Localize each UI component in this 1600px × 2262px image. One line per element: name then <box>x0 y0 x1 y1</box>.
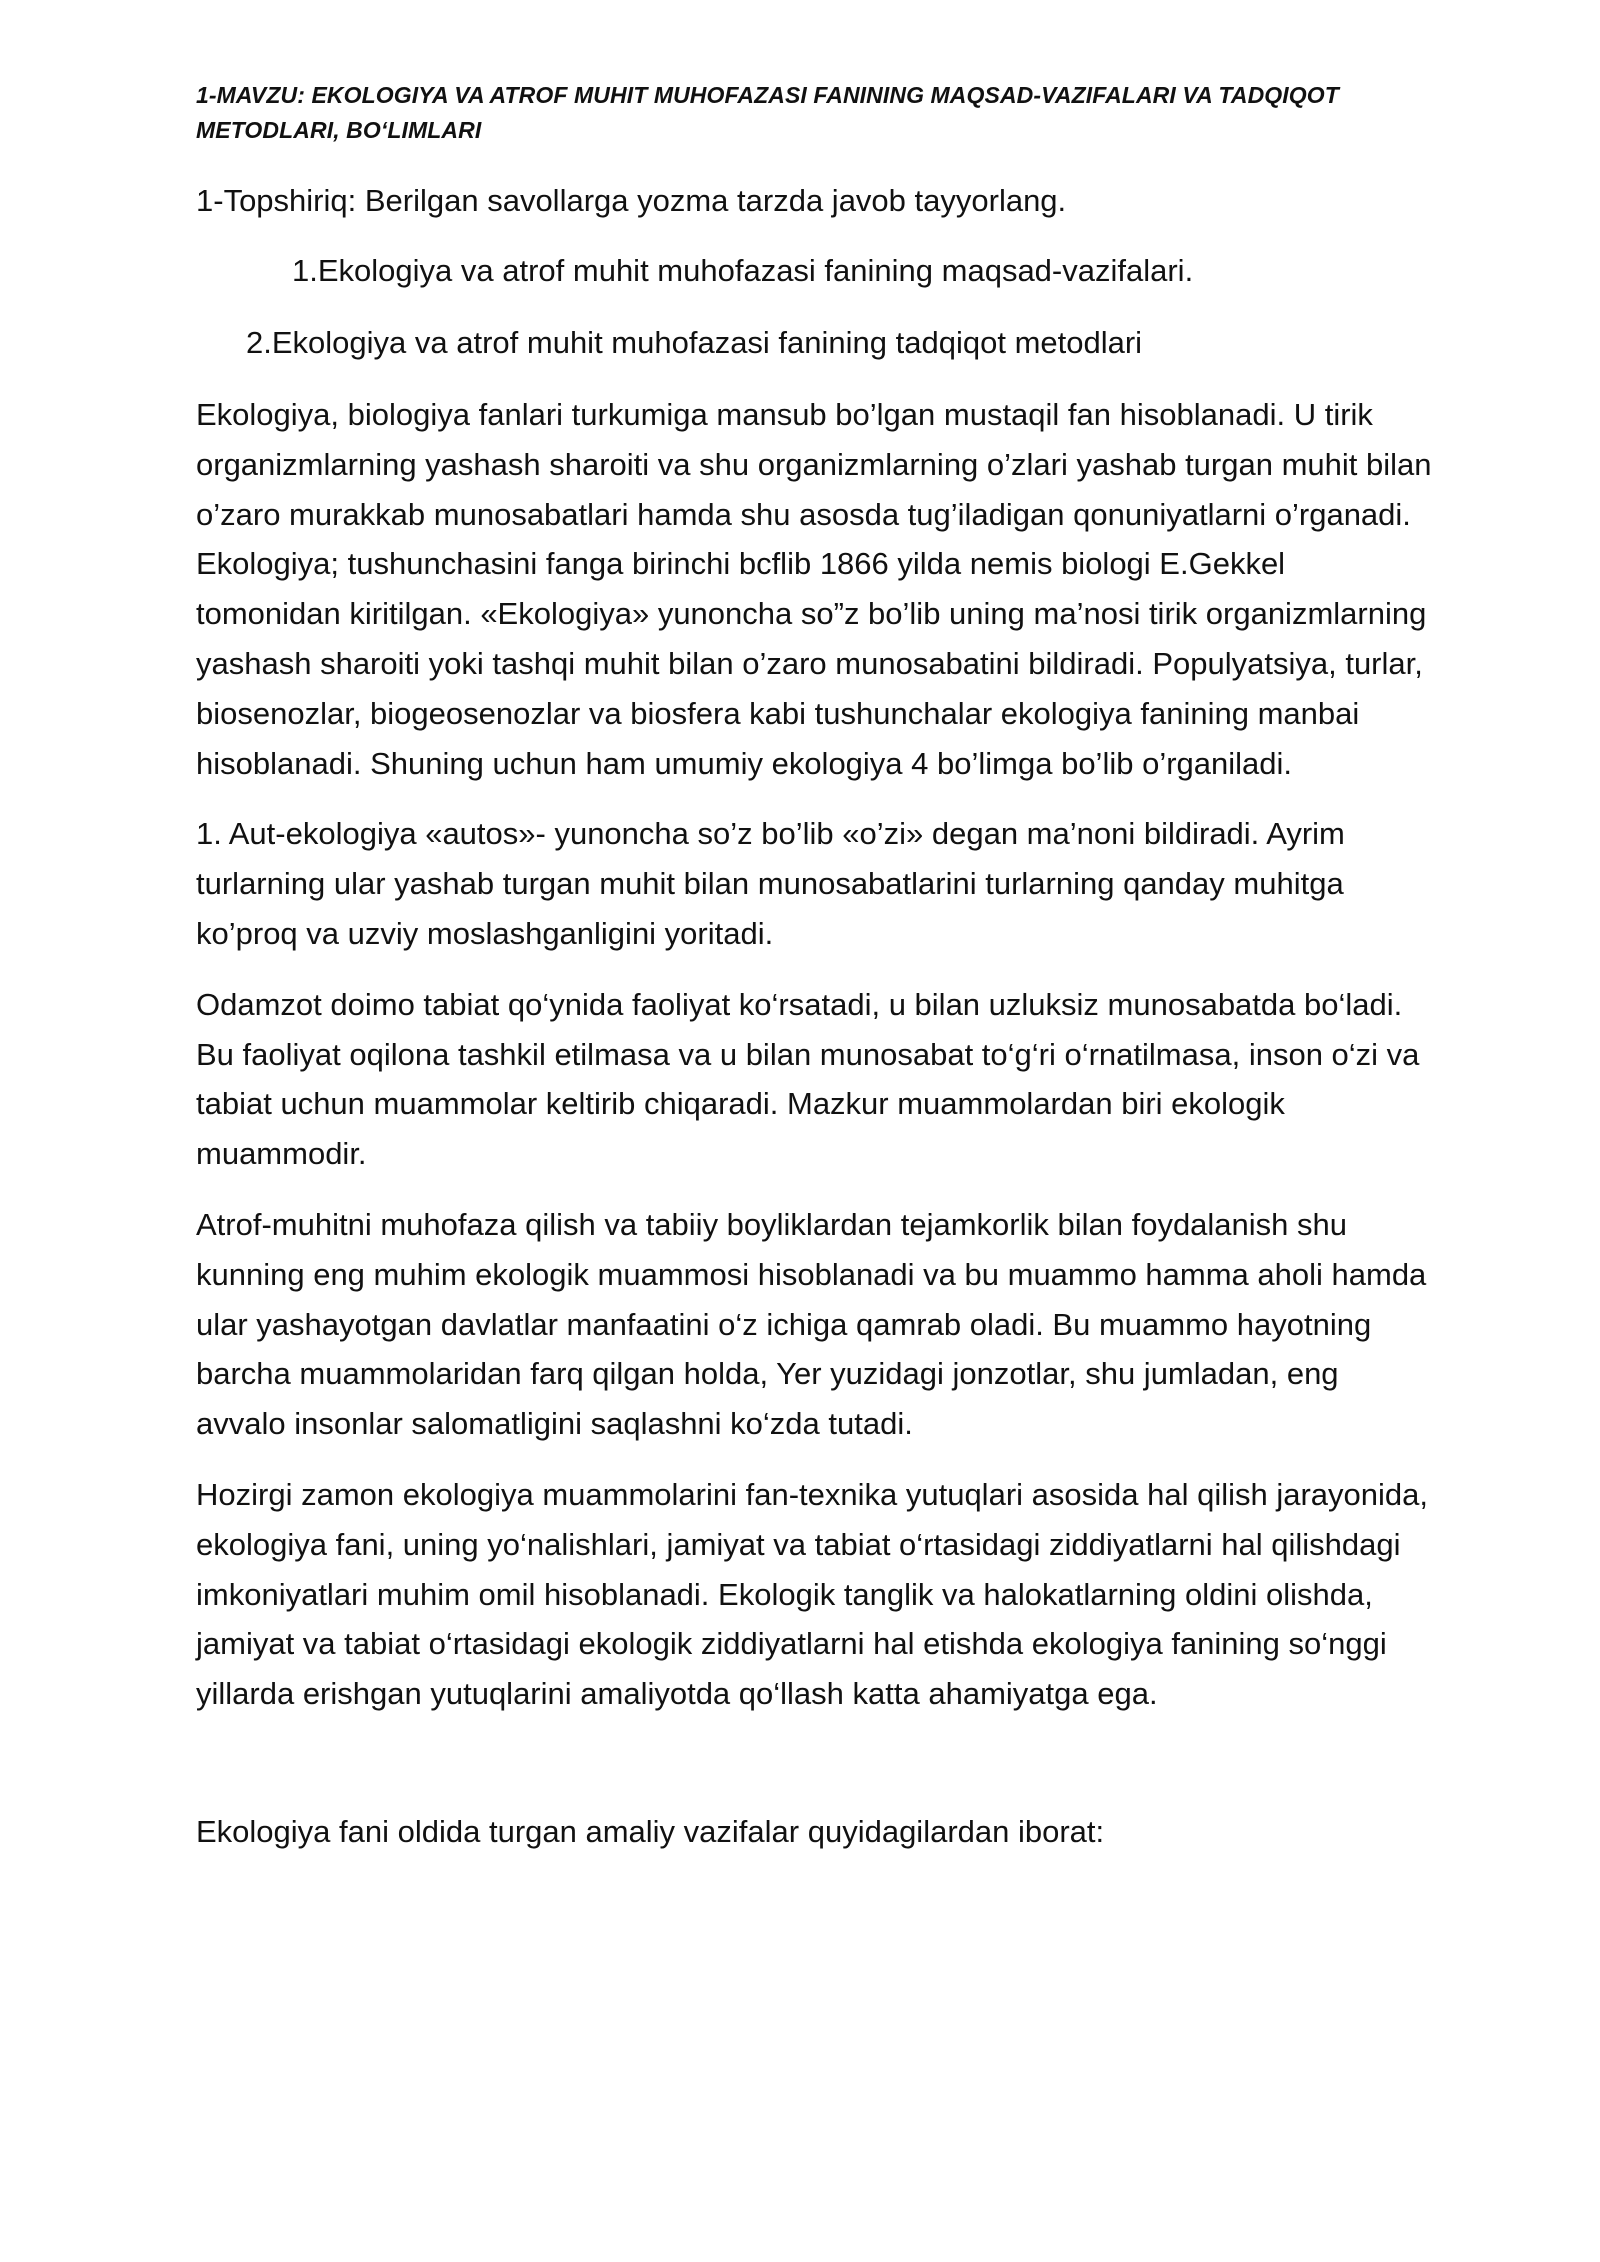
practical-tasks-heading: Ekologiya fani oldida turgan amaliy vazifalar quyidagilardan iborat: <box>196 1813 1105 1849</box>
paragraph-autecology: 1. Aut-ekologiya «autos»- yunoncha so’z bo’lib «o’zi» degan ma’noni bildiradi. Ayrim turlarning ular yashab turgan muhit bilan munosabatlarini turlarning qanday muhitga ko’proq va uzviy moslashganligini yoritadi. <box>196 816 1345 951</box>
task-instruction: 1-Topshiriq: Berilgan savollarga yozma tarzda javob tayyorlang. <box>196 183 1067 218</box>
question-2: 2.Ekologiya va atrof muhit muhofazasi fanining tadqiqot metodlari <box>246 325 1143 360</box>
paragraph-modern-ecology: Hozirgi zamon ekologiya muammolarini fan-texnika yutuqlari asosida hal qilish jarayonida, ekologiya fani, uning yo‘nalishlari, jamiyat va tabiat o‘rtasidagi ziddiyatlarni hal qilishdagi imkoniyatlari muhim omil hisoblanadi. Ekologik tanglik va halokatlarning oldini olishda, jamiyat va tabiat o‘rtasidagi ekologik ziddiyatlarni hal etishda ekologiya fanining so‘nggi yillarda erishgan yutuqlarini amaliyotda qo‘llash katta ahamiyatga ega. <box>196 1476 1428 1712</box>
document-page <box>196 78 1436 1857</box>
question-1: 1.Ekologiya va atrof muhit muhofazasi fanining maqsad-vazifalari. <box>292 253 1194 288</box>
document-title: 1-MAVZU: EKOLOGIYA VA ATROF MUHIT MUHOFAZASI FANINING MAQSAD-VAZIFALARI VA TADQIQOT METODLARI, BO‘LIMLARI <box>196 82 1339 143</box>
paragraph-human-nature: Odamzot doimo tabiat qo‘ynida faoliyat ko‘rsatadi, u bilan uzluksiz munosabatda bo‘ladi. Bu faoliyat oqilona tashkil etilmasa va u bilan munosabat to‘g‘ri o‘rnatilmasa, inson o‘zi va tabiat uchun muammolar keltirib chiqaradi. Mazkur muammolardan biri ekologik muammodir. <box>196 986 1420 1172</box>
paragraph-ecology-definition: Ekologiya, biologiya fanlari turkumiga mansub bo’lgan mustaqil fan hisoblanadi. U tirik organizmlarning yashash sharoiti va shu organizmlarning o’zlari yashab turgan muhit bilan o’zaro murakkab munosabatlari hamda shu asosda tug’iladigan qonuniyatlarni o’rganadi. Ekologiya; tushunchasini fanga birinchi bcflib 1866 yilda nemis biologi E.Gekkel tomonidan kiritilgan. «Ekologiya» yunoncha so”z bo’lib uning ma’nosi tirik organizmlarning yashash sharoiti yoki tashqi muhit bilan o’zaro munosabatini bildiradi. Populyatsiya, turlar, biosenozlar, biogeosenozlar va biosfera kabi tushunchalar ekologiya fanining manbai hisoblanadi. Shuning uchun ham umumiy ekologiya 4 bo’limga bo’lib o’rganiladi. <box>196 397 1432 781</box>
paragraph-environment-protection: Atrof-muhitni muhofaza qilish va tabiiy boyliklardan tejamkorlik bilan foydalanish shu kunning eng muhim ekologik muammosi hisoblanadi va bu muammo hamma aholi hamda ular yashayotgan davlatlar manfaatini o‘z ichiga qamrab oladi. Bu muammo hayotning barcha muammolaridan farq qilgan holda, Yer yuzidagi jonzotlar, shu jumladan, eng avvalo insonlar salomatligini saqlashni ko‘zda tutadi. <box>196 1206 1427 1442</box>
